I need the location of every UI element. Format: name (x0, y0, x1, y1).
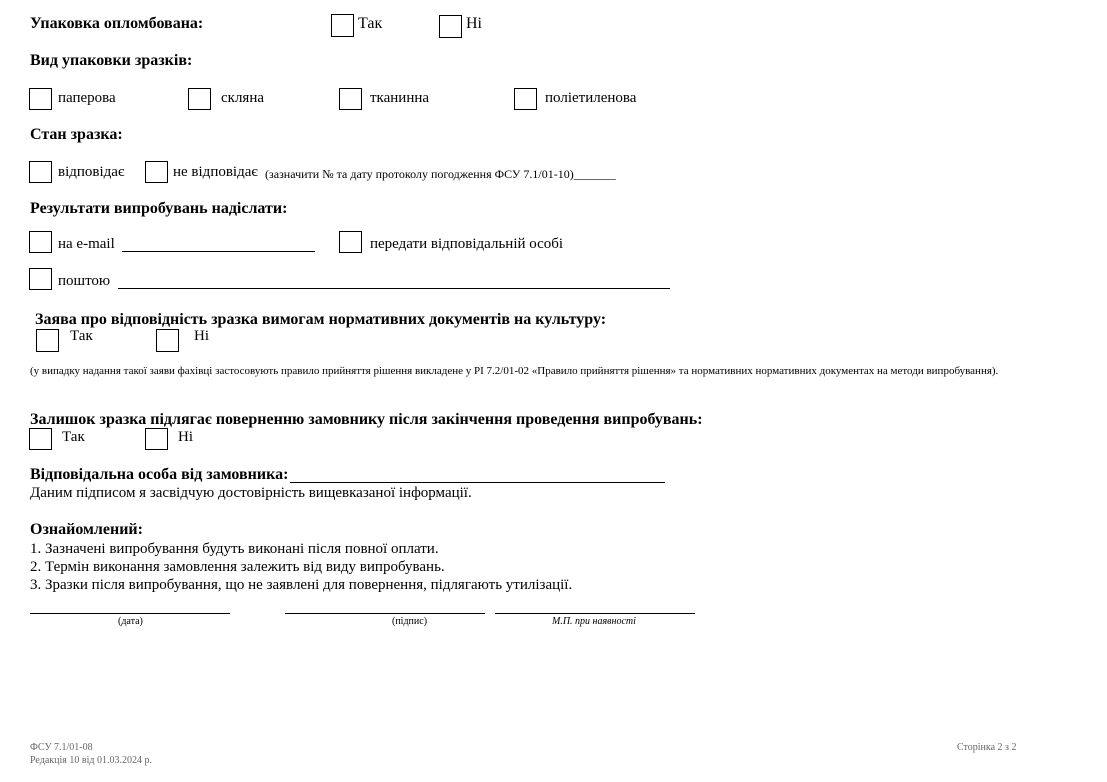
remainder-yes-label: Так (62, 429, 85, 445)
condition-title: Стан зразка: (30, 126, 123, 143)
remainder-title: Залишок зразка підлягає поверненню замовнику після закінчення проведення випробувань: (30, 411, 703, 428)
condition-not-matches-checkbox[interactable] (145, 161, 168, 183)
packaging-polyethylene-checkbox[interactable] (514, 88, 537, 110)
sealed-no-label: Ні (466, 15, 482, 32)
date-signature-line[interactable] (30, 613, 230, 614)
acknowledged-item-2: 2. Термін виконання замовлення залежить від виду випробувань. (30, 559, 445, 575)
remainder-yes-checkbox[interactable] (29, 428, 52, 450)
remainder-no-checkbox[interactable] (145, 428, 168, 450)
stamp-line[interactable] (495, 613, 695, 614)
responsible-name-field[interactable] (290, 482, 665, 483)
conformity-no-label: Ні (194, 328, 209, 344)
results-email-checkbox[interactable] (29, 231, 52, 253)
results-title: Результати випробувань надіслати: (30, 200, 288, 217)
results-handover-checkbox[interactable] (339, 231, 362, 253)
results-email-field[interactable] (122, 251, 315, 252)
stamp-caption: М.П. при наявності (552, 616, 636, 627)
packaging-fabric-checkbox[interactable] (339, 88, 362, 110)
condition-not-matches-label: не відповідає (173, 164, 258, 180)
conformity-note: (у випадку надання такої заяви фахівці застосовують правило прийняття рішення викладене у РІ 7.2/01-02 «Правило прийняття рішення» та нормативних нормативних документах на методи випробування). (30, 365, 999, 377)
packaging-paper-checkbox[interactable] (29, 88, 52, 110)
packaging-title: Вид упаковки зразків: (30, 52, 193, 69)
signature-caption: (підпис) (392, 616, 428, 627)
date-caption: (дата) (118, 616, 143, 627)
packaging-paper-label: паперова (58, 90, 116, 106)
signature-line[interactable] (285, 613, 485, 614)
acknowledged-item-3: 3. Зразки після випробування, що не заявлені для повернення, підлягають утилізації. (30, 577, 573, 593)
condition-protocol-note: (зазначити № та дату протоколу погодження ФСУ 7.1/01-10)_______ (265, 167, 616, 181)
footer-revision: Редакція 10 від 01.03.2024 р. (30, 755, 152, 766)
packaging-glass-checkbox[interactable] (188, 88, 211, 110)
responsible-statement: Даним підписом я засвідчую достовірність вищевказаної інформації. (30, 485, 472, 501)
footer-page-number: Сторінка 2 з 2 (957, 742, 1017, 753)
sealed-yes-checkbox[interactable] (331, 14, 354, 37)
sealed-no-checkbox[interactable] (439, 15, 462, 38)
results-email-label: на e-mail (58, 236, 115, 252)
conformity-yes-label: Так (70, 328, 93, 344)
results-post-address-field[interactable] (118, 288, 670, 289)
sealed-title: Упаковка опломбована: (30, 15, 204, 32)
results-handover-label: передати відповідальній особі (370, 236, 564, 252)
packaging-glass-label: скляна (221, 90, 265, 106)
conformity-title: Заява про відповідність зразка вимогам нормативних документів на культуру: (35, 311, 607, 328)
results-post-checkbox[interactable] (29, 268, 52, 290)
sealed-yes-label: Так (358, 15, 383, 32)
packaging-polyethylene-label: поліетиленова (545, 90, 637, 106)
condition-matches-label: відповідає (58, 164, 125, 180)
packaging-fabric-label: тканинна (370, 90, 430, 106)
acknowledged-title: Ознайомлений: (30, 521, 143, 538)
remainder-no-label: Ні (178, 429, 193, 445)
conformity-yes-checkbox[interactable] (36, 329, 59, 352)
acknowledged-item-1: 1. Зазначені випробування будуть виконані після повної оплати. (30, 541, 439, 557)
conformity-no-checkbox[interactable] (156, 329, 179, 352)
condition-matches-checkbox[interactable] (29, 161, 52, 183)
responsible-title: Відповідальна особа від замовника: (30, 466, 289, 483)
footer-doc-code: ФСУ 7.1/01-08 (30, 742, 93, 753)
results-post-label: поштою (58, 273, 111, 289)
